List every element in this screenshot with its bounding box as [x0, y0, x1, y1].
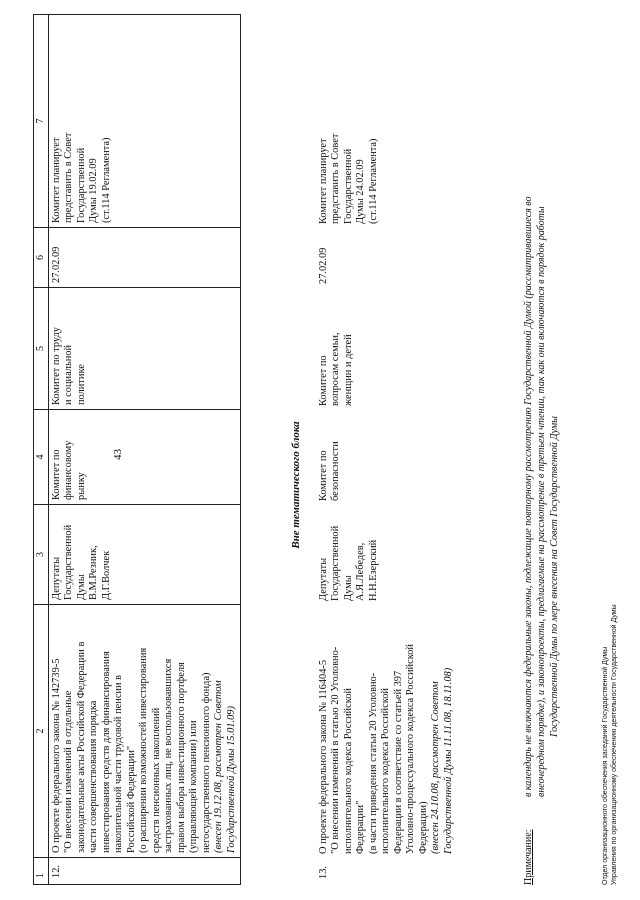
col-header-4: 4: [34, 410, 49, 505]
consideration-date: 27.02.09: [318, 247, 329, 284]
col-header-5: 5: [34, 288, 49, 410]
footnote-text: в календарь не включаются федеральные законы, подлежащие повторному рассмотрению Государственной Думой (рассматривавшиеся во внеочередном порядке), и законопроекты, предлагаемые на рассмотрение в третьем чтении, так как они включаются в порядок работы Государственной Думы по мере внесения на Совет Государственной Думы: [523, 196, 560, 797]
page-number: 43: [112, 449, 124, 460]
responsible-committee: Комитет по труду и социальной политике: [49, 288, 241, 410]
responsible-committee: Комитет по вопросам семьи, женщин и детей: [318, 332, 354, 406]
legislation-table-continued: [316, 15, 457, 885]
col-header-1: 1: [34, 858, 49, 885]
co-executor-committee: Комитет по безопасности: [318, 441, 342, 501]
committee-plan: Комитет планирует представить в Совет Государственной Думы 24.02.09 (ст.114 Регламента): [318, 133, 379, 224]
block-title: Вне тематического блока: [290, 421, 302, 549]
bill-note: (внесен 24.10.08, рассмотрен Советом: [430, 681, 442, 854]
table-header-row: [34, 15, 49, 885]
co-executor-committee: Комитет по финансовому рынку: [49, 410, 241, 505]
committee-plan: Комитет планирует представить в Совет Государственной Думы 19.02.09 (ст.114 Регламента): [49, 15, 241, 228]
bill-authors: Депутаты Государственной Думы А.Я.Лебедев, Н.Н.Езерский: [318, 525, 379, 601]
department-footer: [602, 604, 620, 885]
col-header-7: 7: [34, 15, 49, 228]
bill-authors: Депутаты Государственной Думы В.М.Резник, Д.Г.Волчек: [49, 505, 241, 605]
footnote-label: Примечание:: [523, 829, 534, 885]
col-header-3: 3: [34, 505, 49, 605]
col-header-2: 2: [34, 605, 49, 858]
legislation-table: [33, 14, 241, 885]
col-header-6: 6: [34, 228, 49, 288]
consideration-date: 27.02.09: [49, 228, 241, 288]
table-row: [316, 15, 457, 885]
bill-title: О проекте федерального закона № 142739-5 "О внесении изменений в отдельные законодательные акты Российской Федерации в части совершенствования порядка инвестирования средств для финансирования накопительной части трудовой пенсии в Российской Федерации" (о расширении возможностей инвестирования средств пенсионных накоплений застрахованных лиц, не воспользовавшихся правом выбора инвестиционного портфеля (управляющей компании) или негосударственного пенсионного фонда) (внесен 19.12.08, рассмотрен Советом Государственной Думы 15.01.09): [49, 605, 241, 858]
bill-title: О проекте федерального закона № 116404-5 "О внесении изменений в статью 20 Уголовно- исполнительного кодекса Российской Федерации" (в части приведения статьи 20 Уголовно- исполнительного кодекса Российской Федерации в соответствие со статьей 397 Уголовно-процессуального кодекса Российской Федерации) (внесен 24.10.08, рассмотрен Советом Государственной Думы 11.11.08, 18.11.08): [316, 605, 457, 858]
footer-line: Управления по организационному обеспечению деятельности Государственной Думы: [610, 604, 618, 885]
table-row: [49, 15, 241, 885]
bill-note: Государственной Думы 15.01.09): [225, 706, 237, 853]
bill-note: (внесен 19.12.08, рассмотрен Советом: [213, 680, 225, 853]
row-number: 13.: [318, 866, 329, 879]
footer-line: Отдел организационного обеспечения заседаний Государственной Думы: [602, 646, 609, 885]
row-number: 12.: [49, 858, 241, 885]
bill-note: Государственной Думы 11.11.08, 18.11.08): [442, 667, 454, 854]
